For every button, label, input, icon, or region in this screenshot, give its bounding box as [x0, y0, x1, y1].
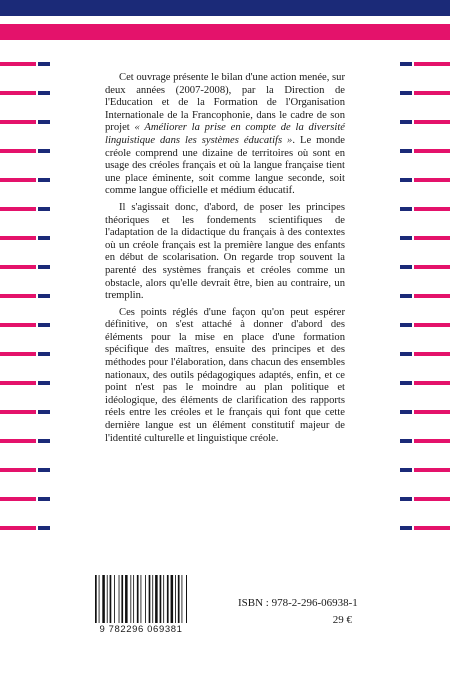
barcode-bar	[110, 575, 112, 623]
stripe	[0, 120, 50, 124]
barcode-bar	[145, 575, 146, 623]
isbn-label: ISBN : 978-2-296-06938-1	[238, 597, 358, 609]
project-title: « Améliorer la prise en compte de la diversité linguistique dans les systèmes éducatifs »	[105, 122, 346, 146]
stripe	[400, 178, 450, 182]
barcode-bar	[107, 575, 108, 623]
barcode-bars	[94, 575, 188, 623]
barcode-digits: 9 782296 069381	[99, 624, 183, 635]
summary-paragraph-1: Cet ouvrage présente le bilan d'une action menée, sur deux années (2007-2008), par la Direction de l'Education et de la Formation de l'Organisation Internationale de la Francophonie, dans le cadre de son projet « Améliorer la prise en compte de la diversité linguistique dans les systèmes éducatifs ». Le monde créole comprend une dizaine de territoires où sont en usage des créoles français et où la langue française tient une place éminente, soit comme langue seconde, soit comme langue officielle et médium éducatif.	[105, 72, 346, 197]
barcode-bar	[137, 575, 139, 623]
stripe	[0, 178, 50, 182]
stripe	[0, 526, 50, 530]
barcode-bar	[178, 575, 180, 623]
stripe	[0, 439, 50, 443]
stripe	[400, 439, 450, 443]
barcode-bar	[152, 575, 153, 623]
stripe	[0, 323, 50, 327]
stripe	[400, 207, 450, 211]
barcode-bar	[130, 575, 131, 623]
stripe	[400, 381, 450, 385]
stripe	[400, 120, 450, 124]
stripe	[0, 62, 50, 66]
stripe	[0, 265, 50, 269]
barcode-bar	[186, 575, 187, 623]
barcode-bar	[163, 575, 164, 623]
stripe	[400, 91, 450, 95]
barcode-bar	[121, 575, 123, 623]
barcode-bar	[182, 575, 183, 623]
stripe	[0, 91, 50, 95]
stripe	[0, 497, 50, 501]
stripe	[400, 352, 450, 356]
barcode-bar	[99, 575, 100, 623]
barcode-bar	[125, 575, 128, 623]
top-pink-band	[0, 24, 450, 40]
barcode-bar	[119, 575, 120, 623]
stripe	[0, 236, 50, 240]
top-navy-band	[0, 0, 450, 16]
stripe	[400, 294, 450, 298]
barcode-bar	[167, 575, 169, 623]
barcode-bar	[141, 575, 142, 623]
barcode-bar	[160, 575, 162, 623]
barcode-bar	[114, 575, 115, 623]
stripe	[0, 352, 50, 356]
stripe	[400, 149, 450, 153]
barcode-bar	[133, 575, 134, 623]
stripe	[0, 410, 50, 414]
barcode-bar	[149, 575, 151, 623]
stripe	[400, 526, 450, 530]
barcode-bar	[95, 575, 97, 623]
stripe	[400, 62, 450, 66]
stripe	[0, 294, 50, 298]
barcode-bar	[171, 575, 174, 623]
barcode-bar	[155, 575, 158, 623]
stripe	[0, 207, 50, 211]
price-label: 29 €	[332, 614, 352, 626]
stripe	[400, 323, 450, 327]
barcode-bar	[175, 575, 176, 623]
stripe	[0, 468, 50, 472]
stripe	[400, 410, 450, 414]
stripe	[0, 149, 50, 153]
stripe	[400, 265, 450, 269]
barcode	[94, 575, 188, 625]
stripe	[400, 497, 450, 501]
summary-paragraph-3: Ces points réglés d'une façon qu'on peut espérer définitive, on s'est attaché à donner d'abord des éléments pour la mise en place d'une formation spécifique des maîtres, ensuite des principes et des méthodes pour l'élaboration, dans chacun des ensembles nationaux, des outils pédagogiques adaptés, enfin, et ce point n'est pas le moindre au plan politique et idéologique, des éléments de clarification des rapports réels entre les créoles et le français qui font que cette dernière langue est un élément constitutif majeur de l'identité culturelle et linguistique créole.	[105, 306, 345, 444]
stripe	[400, 468, 450, 472]
barcode-bar	[102, 575, 105, 623]
summary-paragraph-2: Il s'agissait donc, d'abord, de poser les principes théoriques et les fondements scientifiques de l'adaptation de la didactique du français à des contextes où un créole français est la première langue des enfants en début de scolarisation. On regarde trop souvent la parenté des systèmes français et créoles comme un obstacle, alors qu'elle devrait être, bien au contraire, un tremplin.	[105, 201, 345, 302]
stripe	[400, 236, 450, 240]
stripe	[0, 381, 50, 385]
back-cover-summary	[105, 72, 345, 449]
